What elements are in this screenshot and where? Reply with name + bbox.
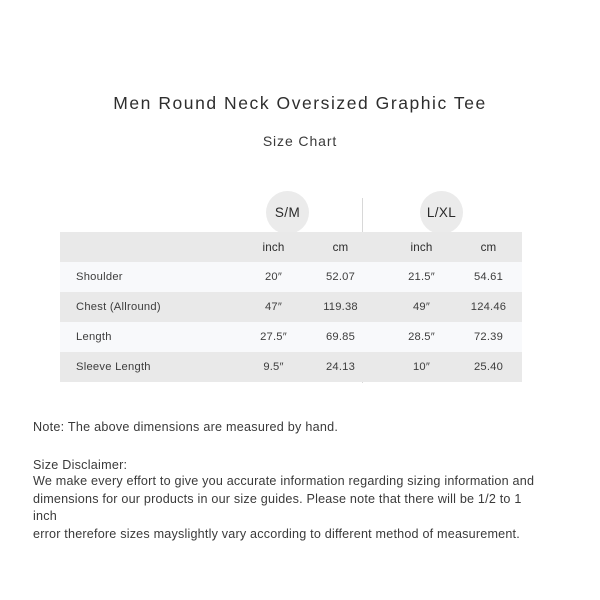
cell-sm-cm: 52.07 [326, 271, 355, 283]
cell-sm-inch: 47″ [264, 301, 282, 313]
cell-sm-cm: 69.85 [326, 331, 355, 343]
row-label: Length [76, 331, 112, 343]
cell-sm-cm: 119.38 [323, 301, 358, 313]
cell-lxl-cm: 124.46 [470, 301, 507, 313]
table-row [60, 292, 522, 322]
row-label: Sleeve Length [76, 361, 151, 373]
disclaimer-line-2: dimensions for our products in our size guides. Please note that there will be 1/2 to 1 inch [33, 491, 522, 523]
column-header-lxl-cm: cm [480, 240, 497, 254]
disclaimer-line-3: error therefore sizes mayslightly vary according to different method of measurement. [33, 526, 520, 541]
size-disclaimer-title: Size Disclaimer: [33, 458, 128, 472]
cell-sm-inch: 9.5″ [263, 361, 284, 373]
row-label: Chest (Allround) [76, 301, 161, 313]
table-header-row [60, 232, 522, 262]
column-header-sm-cm: cm [332, 240, 349, 254]
page-title: Men Round Neck Oversized Graphic Tee [113, 93, 487, 113]
column-header-sm-inch: inch [262, 240, 285, 254]
column-header-lxl-inch: inch [410, 240, 433, 254]
cell-lxl-inch: 49″ [412, 301, 430, 313]
size-chart-table [60, 232, 522, 382]
cell-lxl-inch: 28.5″ [408, 331, 435, 343]
size-badge-sm: S/M [266, 191, 309, 234]
hand-measured-note: Note: The above dimensions are measured by hand. [33, 420, 339, 434]
size-badge-lxl: L/XL [420, 191, 463, 234]
disclaimer-line-1: We make every effort to give you accurate information regarding sizing information and [33, 474, 535, 488]
cell-lxl-cm: 54.61 [474, 271, 503, 283]
row-label: Shoulder [76, 271, 123, 283]
cell-lxl-inch: 21.5″ [408, 271, 435, 283]
table-row [60, 352, 522, 382]
cell-sm-cm: 24.13 [326, 361, 355, 373]
cell-lxl-cm: 72.39 [474, 331, 503, 343]
cell-sm-inch: 27.5″ [260, 331, 287, 343]
cell-lxl-cm: 25.40 [474, 361, 503, 373]
size-disclaimer-body [33, 473, 545, 543]
page-subtitle: Size Chart [262, 133, 338, 149]
cell-sm-inch: 20″ [264, 271, 282, 283]
table-row [60, 262, 522, 292]
cell-lxl-inch: 10″ [412, 361, 430, 373]
table-row [60, 322, 522, 352]
